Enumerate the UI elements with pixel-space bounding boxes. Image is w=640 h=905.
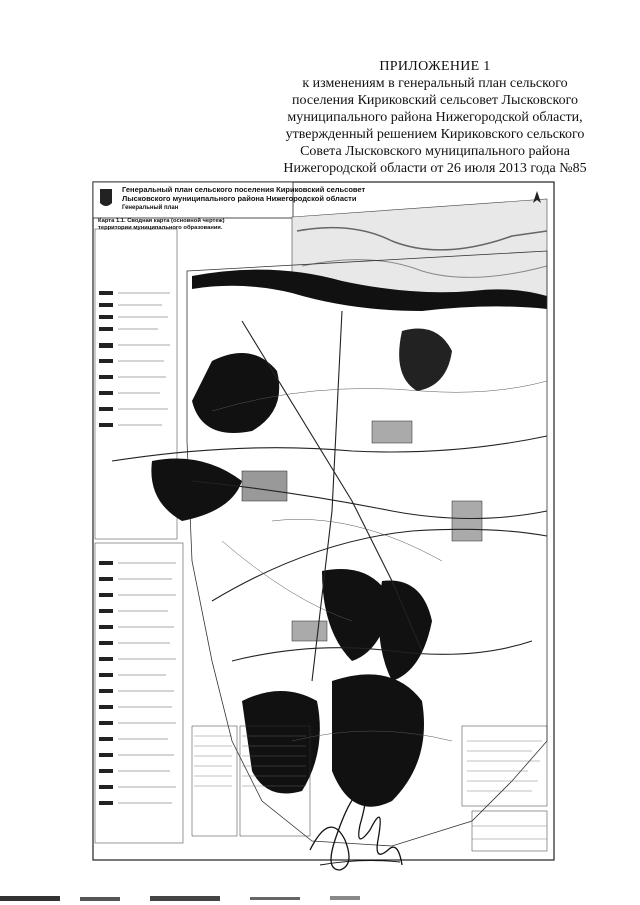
appendix-title: ПРИЛОЖЕНИЕ 1	[379, 59, 491, 74]
appendix-line: утвержденный решением Кириковского сельского	[285, 127, 585, 142]
map-title-line-1: Генеральный план сельского поселения Кириковский сельсовет	[122, 185, 366, 194]
card-line-1: Карта 1.1. Сводная карта (основной чертеж)	[98, 218, 225, 224]
map-header	[122, 185, 392, 212]
appendix-line: к изменениям в генеральный план сельского	[302, 76, 568, 91]
appendix-line: Совета Лысковского муниципального района	[300, 144, 570, 159]
appendix-line: Нижегородской области от 26 июля 2013 года №85	[283, 161, 587, 176]
handwritten-signature	[300, 770, 410, 880]
map-title-line-2: Лысковского муниципального района Нижегородской области	[122, 194, 357, 203]
map-card-title	[98, 218, 238, 232]
map-drawing	[92, 181, 555, 861]
appendix-line: поселения Кириковский сельсовет Лысковского	[292, 93, 578, 108]
scan-edge-noise	[0, 892, 640, 905]
appendix-line: муниципального района Нижегородской области,	[287, 110, 583, 125]
map-title-line-3: Генеральный план	[122, 205, 179, 211]
general-plan-map	[92, 181, 555, 861]
card-line-2: территории муниципального образования.	[98, 225, 223, 231]
appendix-block	[270, 58, 600, 177]
